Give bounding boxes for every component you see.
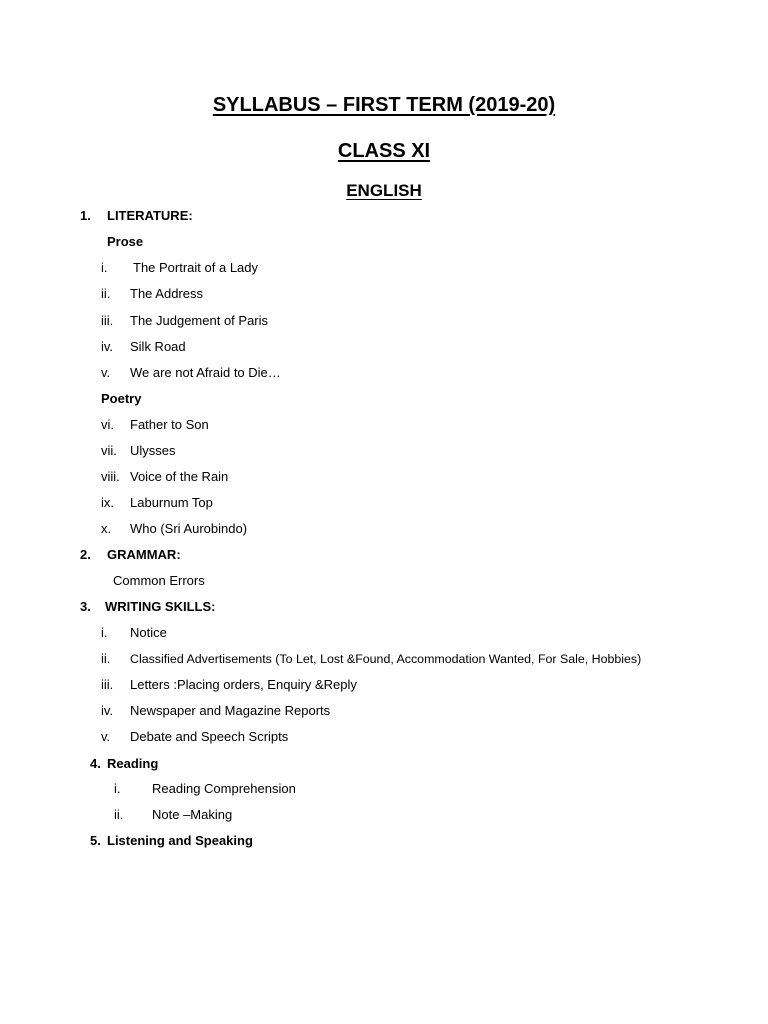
item-number: i. bbox=[114, 781, 121, 796]
item-number: v. bbox=[101, 365, 111, 380]
list-item: Who (Sri Aurobindo) bbox=[130, 521, 248, 536]
item-number: iv. bbox=[101, 703, 114, 718]
section-heading-listening: Listening and Speaking bbox=[107, 833, 253, 848]
item-number: i. bbox=[101, 260, 108, 275]
section-number: 3. bbox=[80, 599, 91, 614]
list-item: Silk Road bbox=[130, 339, 186, 354]
item-number: ii. bbox=[101, 651, 111, 666]
list-item: We are not Afraid to Die… bbox=[130, 365, 281, 380]
list-item: Laburnum Top bbox=[130, 495, 213, 510]
list-item: The Portrait of a Lady bbox=[133, 260, 259, 275]
item-number: v. bbox=[101, 729, 111, 744]
item-number: x. bbox=[101, 521, 112, 536]
subject-heading: ENGLISH bbox=[346, 181, 422, 200]
subheading-poetry: Poetry bbox=[101, 391, 142, 406]
section-heading-writing: WRITING SKILLS: bbox=[105, 599, 216, 614]
list-item: Note –Making bbox=[152, 807, 233, 822]
section-heading-literature: LITERATURE: bbox=[107, 208, 193, 223]
list-item: Notice bbox=[130, 625, 167, 640]
item-number: ii. bbox=[101, 286, 111, 301]
section-number: 1. bbox=[80, 208, 91, 223]
list-item: The Address bbox=[130, 286, 203, 301]
item-number: iv. bbox=[101, 339, 114, 354]
subheading-prose: Prose bbox=[107, 234, 144, 249]
section-number: 2. bbox=[80, 547, 91, 562]
item-number: vi. bbox=[101, 417, 114, 432]
page-title: SYLLABUS – FIRST TERM (2019-20) bbox=[212, 94, 556, 116]
list-item: Common Errors bbox=[113, 573, 205, 588]
list-item: Letters :Placing orders, Enquiry &Reply bbox=[130, 677, 357, 692]
list-item: Ulysses bbox=[130, 443, 176, 458]
list-item: Classified Advertisements (To Let, Lost &Found, Accommodation Wanted, For Sale, Hobbies) bbox=[130, 652, 642, 666]
class-heading: CLASS XI bbox=[337, 140, 431, 162]
list-item: Newspaper and Magazine Reports bbox=[130, 703, 331, 718]
section-number: 5. bbox=[90, 833, 101, 848]
item-number: viii. bbox=[101, 469, 120, 484]
list-item: Debate and Speech Scripts bbox=[130, 729, 289, 744]
item-number: iii. bbox=[101, 677, 114, 692]
item-number: ii. bbox=[114, 807, 124, 822]
item-number: i. bbox=[101, 625, 108, 640]
list-item: Reading Comprehension bbox=[152, 781, 296, 796]
section-heading-reading: Reading bbox=[107, 756, 159, 771]
section-heading-grammar: GRAMMAR: bbox=[107, 547, 181, 562]
list-item: The Judgement of Paris bbox=[130, 313, 269, 328]
item-number: ix. bbox=[101, 495, 114, 510]
list-item: Father to Son bbox=[130, 417, 209, 432]
item-number: iii. bbox=[101, 313, 114, 328]
item-number: vii. bbox=[101, 443, 117, 458]
list-item: Voice of the Rain bbox=[130, 469, 229, 484]
section-number: 4. bbox=[90, 756, 101, 771]
